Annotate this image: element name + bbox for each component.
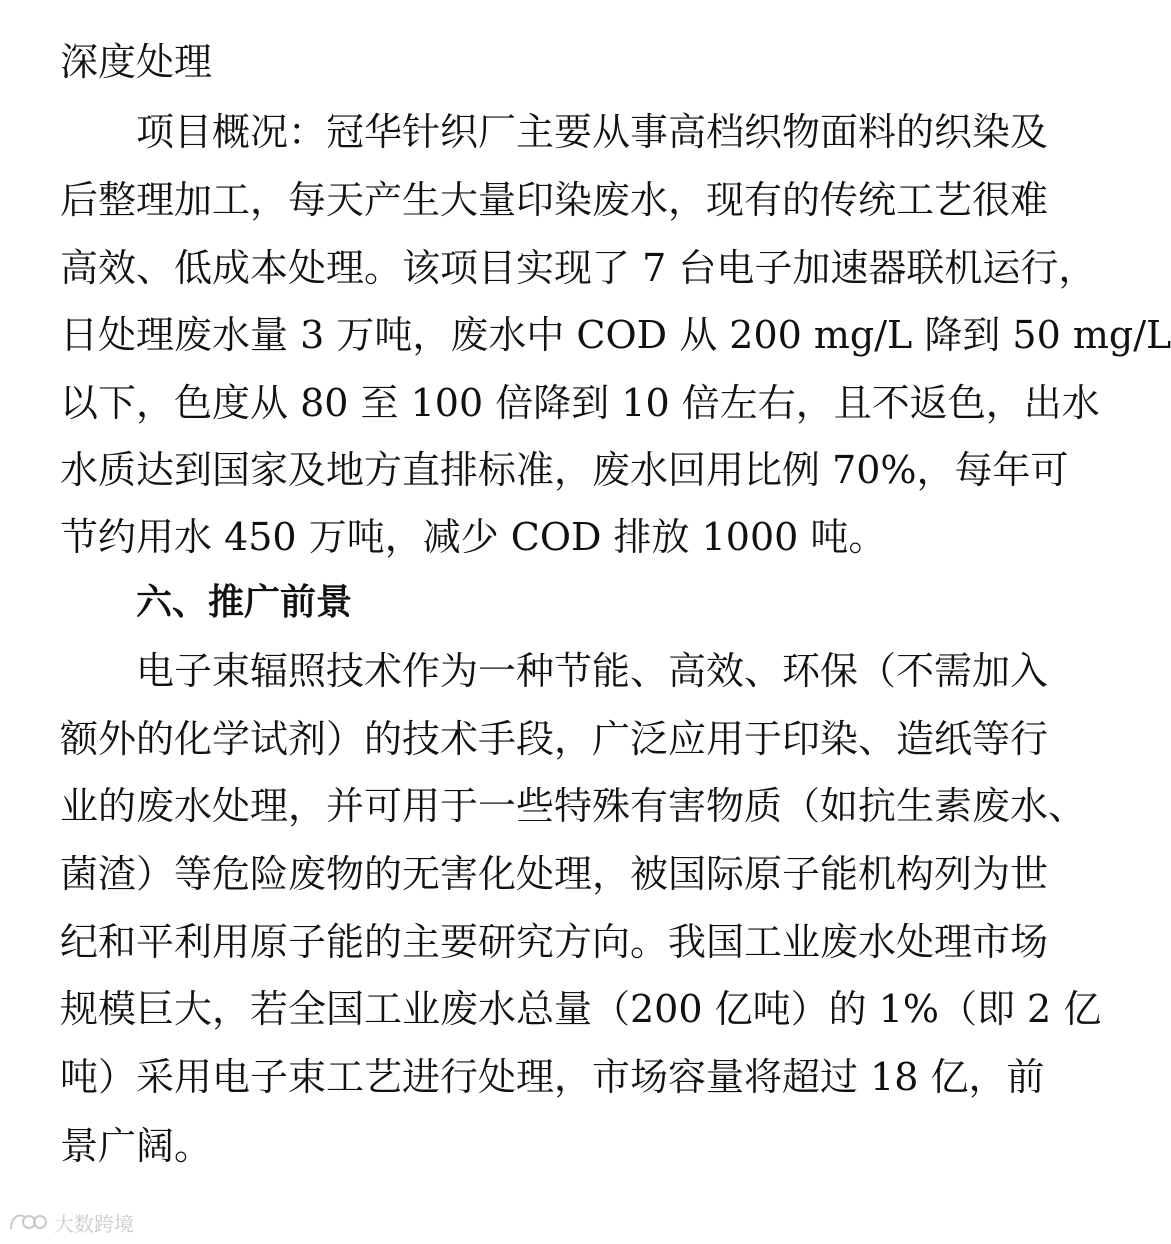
paragraph-line: 额外的化学试剂）的技术手段，广泛应用于印染、造纸等行: [60, 717, 1049, 761]
section-heading: 六、推广前景: [136, 582, 353, 623]
paragraph-line: 后整理加工，每天产生大量印染废水，现有的传统工艺很难: [60, 178, 1049, 222]
text-line-continuation: 深度处理: [60, 40, 213, 84]
paragraph-line: 规模巨大，若全国工业废水总量（200 亿吨）的 1%（即 2 亿: [60, 987, 1102, 1031]
paragraph-line: 节约用水 450 万吨，减少 COD 排放 1000 吨。: [60, 515, 887, 559]
paragraph-line: 高效、低成本处理。该项目实现了 7 台电子加速器联机运行，: [60, 246, 1097, 290]
paragraph-prospects-line: 电子束辐照技术作为一种节能、高效、环保（不需加入: [136, 649, 1049, 693]
paragraph-line: 以下，色度从 80 至 100 倍降到 10 倍左右，且不返色，出水: [60, 381, 1100, 425]
watermark: [8, 1206, 134, 1238]
paragraph-line: 菌渣）等危险废物的无害化处理，被国际原子能机构列为世: [60, 852, 1049, 896]
paragraph-line: 景广阔。: [60, 1124, 213, 1168]
paragraph-line: 吨）采用电子束工艺进行处理，市场容量将超过 18 亿，前: [60, 1055, 1045, 1099]
paragraph-line: 日处理废水量 3 万吨，废水中 COD 从 200 mg/L 降到 50 mg/L: [60, 313, 1171, 357]
watermark-text: 大数跨境: [54, 1211, 134, 1236]
paragraph-line: 业的废水处理，并可用于一些特殊有害物质（如抗生素废水、: [60, 784, 1087, 828]
paragraph-line: 纪和平利用原子能的主要研究方向。我国工业废水处理市场: [60, 920, 1049, 964]
paragraph-line: 水质达到国家及地方直排标准，废水回用比例 70%，每年可: [60, 448, 1069, 492]
paragraph-project-overview-line: 项目概况：冠华针织厂主要从事高档织物面料的织染及: [136, 110, 1049, 154]
brand-logo-icon: [8, 1209, 48, 1235]
